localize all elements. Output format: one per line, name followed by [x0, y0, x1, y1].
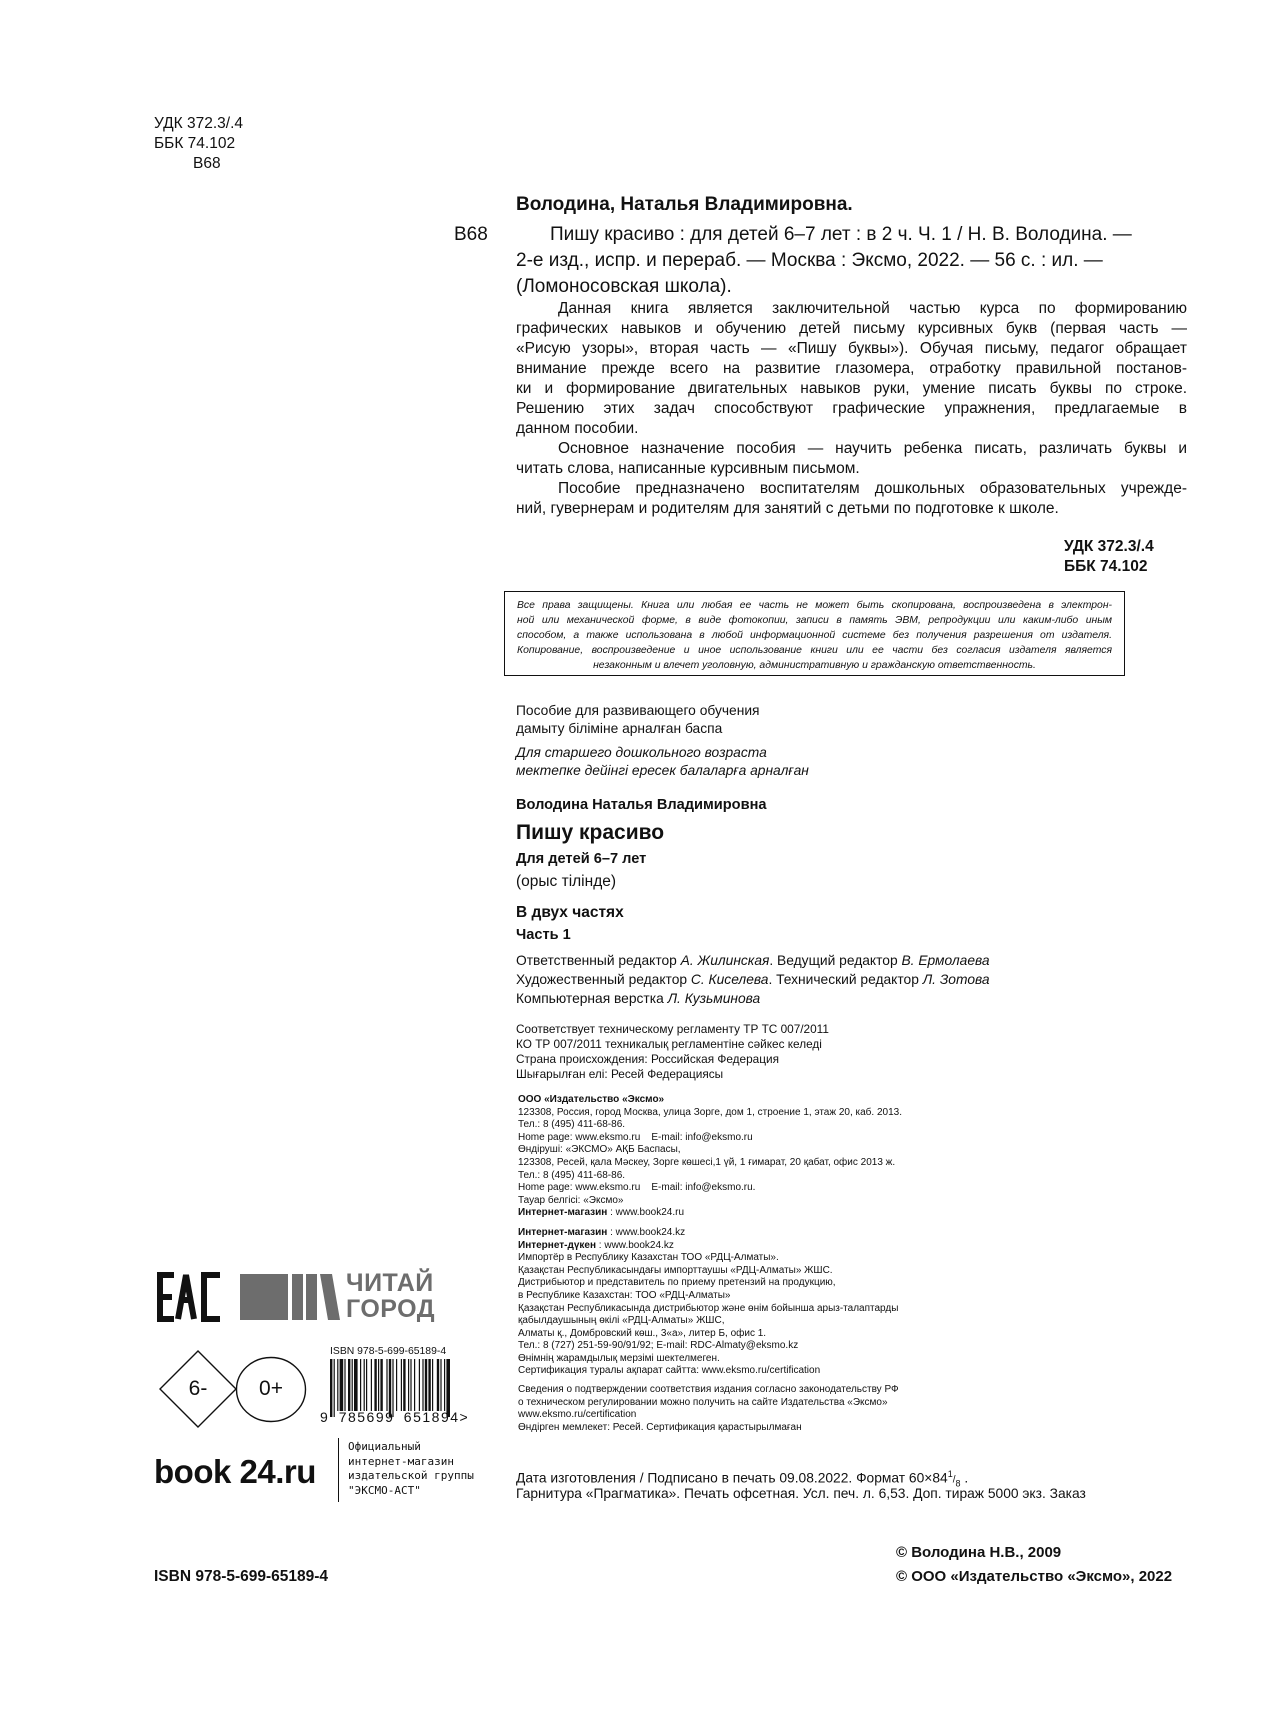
barcode-bar — [422, 1359, 423, 1411]
annotation-line: данном пособии. — [516, 420, 639, 437]
record-line-3: (Ломоносовская школа). — [516, 276, 732, 297]
print-text: . — [960, 1470, 969, 1486]
compliance-line: КО ТР 007/2011 техникалық регламентіне сәйкес келеді — [516, 1037, 822, 1051]
publisher-line: Тел.: 8 (495) 411-68-86. — [518, 1119, 626, 1131]
barcode-bar — [386, 1359, 387, 1411]
book24-note-line: интернет-магазин — [348, 1454, 454, 1468]
isbn-barcode — [320, 1346, 470, 1426]
annotation-line: «Рисую узоры», вторая часть — «Пишу буквы»). Обучая письму, педагог обращает — [516, 340, 1187, 357]
annotation-line: Пособие предназначено воспитателям дошкольных образовательных учрежде- — [558, 480, 1187, 497]
publisher-block — [518, 1094, 958, 1434]
barcode-bar — [371, 1359, 372, 1411]
print-line-1: Дата изготовления / Подписано в печать 09.08.2022. Формат $60\times 84^1/_8$ . — [516, 1469, 969, 1489]
kz-line: Алматы қ., Домбровский көш., 3«а», литер Б, офис 1. — [518, 1327, 767, 1339]
chitai-gorod-book-icon — [240, 1272, 344, 1322]
annotation-line: ки и формирование двигательных навыков руки, умение писать буквы по строке. — [516, 380, 1187, 397]
kz-line: қабылдаушының өкілі «РДЦ-Алматы» ЖШС, — [518, 1315, 725, 1327]
shop-link[interactable]: : www.book24.kz — [596, 1239, 674, 1251]
copyright-author: © Володина Н.В., 2009 — [896, 1544, 1062, 1561]
book24-note-line: "ЭКСМО-АСТ" — [348, 1483, 421, 1497]
genre-kz: дамыту біліміне арналған баспа — [516, 721, 723, 736]
chitai-gorod-word-1: ЧИТАЙ — [346, 1269, 434, 1297]
editors-line-1 — [516, 952, 990, 970]
kz-line: Дистрибьютор и представитель по приему претензий на продукцию, — [518, 1277, 836, 1289]
shop-link[interactable]: : www.book24.kz — [607, 1226, 686, 1238]
rights-line: ной или механической форме, в виде фотокопии, записи в память ЭВМ, репродукции или каким-либо иным — [517, 615, 1112, 626]
record-sign: В68 — [454, 224, 488, 245]
barcode-digits — [320, 1409, 469, 1425]
barcode-bar — [360, 1359, 361, 1411]
shop-label: Интернет-магазин — [518, 1207, 608, 1219]
publisher-line: Home page: www.eksmo.ru E-mail: info@eksmo.ru — [518, 1131, 753, 1143]
shop-line — [518, 1207, 958, 1220]
book-language-note: (орыс тілінде) — [516, 873, 617, 890]
shop-label: Интернет-дүкен — [518, 1239, 597, 1251]
record-line-1: Пишу красиво : для детей 6–7 лет : в 2 ч. Ч. 1 / Н. В. Володина. — — [550, 224, 1132, 245]
publisher-line: Өндіруші: «ЭКСМО» АҚБ Баспасы, — [518, 1144, 681, 1156]
format-denominator: 8 — [955, 1478, 961, 1489]
book-title: Пишу красиво — [516, 821, 665, 844]
editor-role: . Ведущий редактор — [769, 953, 902, 968]
rights-notice-box — [504, 591, 1125, 676]
shop-line — [518, 1240, 958, 1253]
barcode-bar — [444, 1359, 445, 1411]
publisher-line: Тел.: 8 (495) 411-68-86. — [518, 1169, 626, 1181]
barcode-digits-group-1: 785699 — [338, 1409, 395, 1425]
annotation-line: Данная книга является заключительной частью курса по формированию — [558, 300, 1187, 317]
barcode-bar — [425, 1359, 427, 1411]
barcode-bar — [380, 1359, 382, 1411]
print-text: Дата изготовления / Подписано в печать 09.08.2022. Формат 60 — [516, 1470, 925, 1486]
editor-name: В. Ермолаева — [901, 953, 990, 968]
times-sign: × — [924, 1470, 933, 1486]
publisher-name: ООО «Издательство «Эксмо» — [518, 1094, 665, 1105]
bbk-code: ББК 74.102 — [154, 135, 236, 152]
book-part: Часть 1 — [516, 927, 571, 943]
annotation-text — [516, 299, 1187, 519]
rights-line: Все права защищены. Книга или любая ее часть не может быть скопирована, воспроизведена в электрон- — [517, 600, 1112, 611]
author-sign: В68 — [193, 155, 221, 172]
shop-line — [518, 1227, 958, 1240]
compliance-line: Соответствует техническому регламенту ТР ТС 007/2011 — [516, 1022, 829, 1036]
cert-line: Сведения о подтверждении соответствия издания согласно законодательству РФ — [518, 1384, 899, 1396]
book24-divider — [338, 1438, 339, 1502]
annotation-line: графических навыков и обучению детей письму курсивных букв (первая часть — — [516, 320, 1187, 337]
publisher-line: Home page: www.eksmo.ru E-mail: info@eksmo.ru. — [518, 1182, 756, 1194]
barcode-bar — [440, 1359, 441, 1411]
annotation-line: ний, гувернерам и родителям для занятий с детьми по подготовке к школе. — [516, 500, 1059, 517]
rights-line: незаконным и влечет уголовную, административную и гражданскую ответственность. — [593, 660, 1036, 671]
barcode-digits-group-2: 651894 — [403, 1409, 460, 1425]
barcode-isbn-label: ISBN 978-5-699-65189-4 — [330, 1346, 447, 1357]
editors-line-3 — [516, 990, 760, 1008]
editors-line-2 — [516, 971, 990, 989]
annotation-line: внимание прежде всего на развитие глазомера, отработку правильной постанов- — [516, 360, 1187, 377]
barcode-bar — [428, 1359, 430, 1411]
book24-note-line: издательской группы — [348, 1469, 474, 1482]
compliance-line: Страна происхождения: Российская Федерация — [516, 1052, 779, 1066]
barcode-bar — [340, 1359, 344, 1411]
cert-line: о техническом регулировании можно получить на сайте Издательства «Эксмо» — [518, 1396, 888, 1408]
barcode-bar — [403, 1359, 405, 1411]
annotation-line: читать слова, написанные курсивным письмом. — [516, 460, 860, 477]
publisher-line: 123308, Россия, город Москва, улица Зорге, дом 1, строение 1, этаж 20, каб. 2013. — [518, 1106, 902, 1118]
copyright-publisher: © ООО «Издательство «Эксмо», 2022 — [896, 1568, 1173, 1585]
format-numerator: 1 — [947, 1469, 953, 1479]
record-author-heading: Володина, Наталья Владимировна. — [516, 194, 853, 215]
book-author: Володина Наталья Владимировна — [516, 797, 767, 813]
age-rating-0-text: 0+ — [259, 1377, 283, 1400]
editor-name: Л. Зотова — [922, 972, 990, 987]
kz-line: в Республике Казахстан: ТОО «РДЦ-Алматы» — [518, 1289, 731, 1301]
barcode-bar — [396, 1359, 397, 1411]
audience-ru: Для старшего дошкольного возраста — [516, 745, 767, 760]
kz-line: Сертификация туралы ақпарат сайтта: www.eksmo.ru/certification — [518, 1365, 821, 1377]
footer-isbn: ISBN 978-5-699-65189-4 — [154, 1568, 329, 1585]
age-rating-0-badge — [235, 1356, 307, 1423]
eac-mark-icon — [156, 1272, 226, 1322]
chitai-gorod-logo — [240, 1269, 462, 1324]
compliance-block — [516, 1022, 829, 1082]
barcode-bar — [352, 1359, 353, 1411]
book-parts: В двух частях — [516, 904, 624, 921]
kz-line: Қазақстан Республикасында дистрибьютор және өнім бойынша арыз-талаптарды — [518, 1302, 899, 1314]
barcode-bar — [344, 1359, 345, 1411]
barcode-bar — [419, 1359, 420, 1411]
barcode-bar — [401, 1359, 402, 1411]
barcode-digit-first: 9 — [320, 1409, 330, 1425]
barcode-bar — [366, 1359, 367, 1411]
editor-name: С. Киселева — [690, 972, 769, 987]
record-line-2: 2-е изд., испр. и перераб. — Москва : Эксмо, 2022. — 56 с. : ил. — — [516, 250, 1103, 271]
print-line-2: Гарнитура «Прагматика». Печать офсетная. Усл. печ. л. 6,53. Доп. тираж 5000 экз. Заказ — [516, 1486, 1086, 1501]
kz-line: Тел.: 8 (727) 251-59-90/91/92; E-mail: RDC-Almaty@eksmo.kz — [518, 1340, 799, 1352]
book24-note — [348, 1440, 474, 1498]
barcode-bar — [410, 1359, 411, 1411]
chitai-gorod-word-2: ГОРОД — [346, 1295, 436, 1323]
editor-role: Ответственный редактор — [516, 953, 681, 968]
book-subtitle: Для детей 6–7 лет — [516, 851, 647, 867]
cert-line: Өндірген мемлекет: Ресей. Сертификация қарастырылмаған — [518, 1421, 802, 1433]
publisher-line: 123308, Ресей, қала Мәскеу, Зорге көшесі,1 үй, 1 ғимарат, 20 қабат, офис 2013 ж. — [518, 1156, 896, 1168]
barcode-bar — [378, 1359, 379, 1411]
book24-logo: book 24.ru — [154, 1453, 316, 1490]
barcode-bar — [354, 1359, 358, 1411]
audience-kz: мектепке дейінгі ересек балаларға арналған — [516, 763, 809, 778]
barcode-bar — [414, 1359, 415, 1411]
cert-line: www.eksmo.ru/certification — [518, 1409, 637, 1421]
barcode-bar — [408, 1359, 409, 1411]
barcode-bar — [364, 1359, 365, 1411]
editor-role: . Технический редактор — [768, 972, 923, 987]
editor-name: Л. Кузьминова — [667, 991, 761, 1006]
barcode-bar — [374, 1359, 376, 1411]
barcode-bar — [432, 1359, 433, 1411]
annotation-line: Решению этих задач способствуют графические упражнения, предлагаемые в — [516, 400, 1187, 417]
barcode-end-mark: > — [459, 1409, 470, 1425]
genre-ru: Пособие для развивающего обучения — [516, 703, 760, 718]
age-rating-6-badge — [158, 1349, 238, 1429]
compliance-line: Шығарылған елі: Ресей Федерациясы — [516, 1067, 724, 1081]
shop-label: Интернет-магазин — [518, 1226, 608, 1238]
book24-note-line: Официальный — [348, 1440, 421, 1453]
udk-code: УДК 372.3/.4 — [154, 115, 244, 132]
rights-line: Копирование, воспроизведение и иное использование книги или ее части без согласия издателя является — [517, 645, 1112, 656]
annotation-bbk: ББК 74.102 — [1064, 558, 1148, 575]
eac-logo — [156, 1272, 226, 1322]
barcode-bar — [348, 1359, 350, 1411]
annotation-line: Основное назначение пособия — научить ребенка писать, различать буквы и — [558, 440, 1187, 457]
barcode-bar — [337, 1359, 338, 1411]
age-rating-6-text: 6- — [188, 1377, 208, 1400]
editor-role: Художественный редактор — [516, 972, 691, 987]
print-text: 84 — [932, 1470, 948, 1486]
kz-line: Импортёр в Республику Казахстан ТОО «РДЦ-Алматы». — [518, 1252, 779, 1264]
kz-line: Қазақстан Республикасындағы импорттаушы «РДЦ-Алматы» ЖШС. — [518, 1264, 833, 1276]
annotation-udk: УДК 372.3/.4 — [1064, 538, 1154, 555]
shop-link[interactable]: : www.book24.ru — [607, 1207, 685, 1219]
editor-name: А. Жилинская — [680, 953, 770, 968]
publisher-line: Тауар белгісі: «Эксмо» — [518, 1194, 624, 1206]
editor-role: Компьютерная верстка — [516, 991, 668, 1006]
kz-line: Өнімнің жарамдылық мерзімі шектелмеген. — [518, 1352, 720, 1364]
rights-line: способом, а также использована в любой информационной системе без получения разрешения от издателя. — [517, 630, 1112, 641]
barcode-bar — [437, 1359, 439, 1411]
